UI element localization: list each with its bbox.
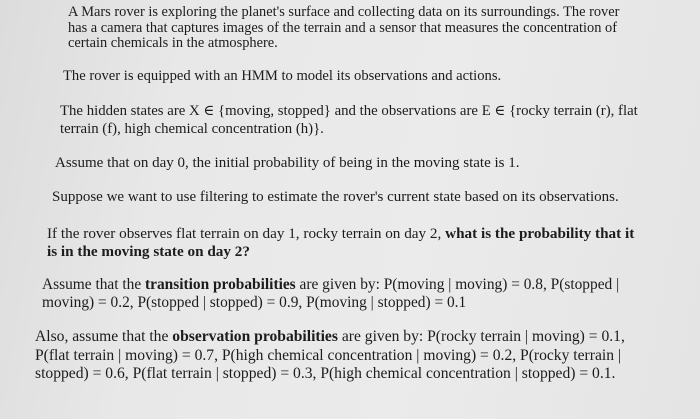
paragraph-transition-probabilities — [42, 276, 619, 312]
text-span: Also, assume that the — [35, 328, 173, 345]
question-text: If the rover observes flat terrain on day 1, rocky terrain on day 2, — [47, 225, 446, 242]
text-line: stopped) = 0.6, P(flat terrain | stopped) = 0.3, P(high chemical concentration | stopped) = 0.1. — [35, 365, 616, 382]
text-span: are given by: P(rocky terrain | moving) = 0.1, — [337, 328, 625, 345]
paragraph-hmm — [63, 68, 501, 85]
text-line — [47, 225, 634, 243]
text-line: moving) = 0.2, P(stopped | stopped) = 0.9, P(moving | stopped) = 0.1 — [42, 294, 467, 311]
text-line: has a camera that captures images of the terrain and a sensor that measures the concentration of — [68, 19, 618, 36]
paragraph-states-observations — [60, 103, 638, 138]
paragraph-observation-probabilities — [35, 328, 625, 384]
text-line: The hidden states are X ∈ {moving, stopped} and the observations are E ∈ {rocky terrain (r), flat — [60, 103, 638, 119]
text-line — [42, 276, 619, 294]
text-line — [35, 328, 625, 347]
text-line: P(flat terrain | moving) = 0.7, P(high chemical concentration | moving) = 0.2, P(rocky terrain | — [35, 346, 622, 364]
paragraph-rover-description — [68, 5, 619, 52]
paragraph-filtering — [52, 189, 619, 206]
text-line: Suppose we want to use filtering to estimate the rover's current state based on its observations. — [52, 189, 619, 205]
text-span: Assume that the — [42, 276, 146, 293]
text-line: Assume that on day 0, the initial probability of being in the moving state is 1. — [55, 155, 520, 171]
text-line: The rover is equipped with an HMM to model its observations and actions. — [63, 68, 502, 84]
observation-probabilities-term: observation probabilities — [172, 328, 338, 345]
question-emphasis: what is the probability that it — [445, 225, 635, 242]
paragraph-initial-probability — [55, 155, 520, 172]
transition-probabilities-term: transition probabilities — [145, 276, 296, 293]
text-span: are given by: P(moving | moving) = 0.8, P(stopped | — [295, 276, 620, 293]
text-line: terrain (f), high chemical concentration (h)}. — [60, 120, 324, 137]
text-line: A Mars rover is exploring the planet's surface and collecting data on its surroundings. The rover — [68, 4, 620, 20]
paragraph-question — [47, 225, 634, 261]
question-emphasis: is in the moving state on day 2? — [47, 243, 250, 260]
text-line: certain chemicals in the atmosphere. — [68, 35, 278, 51]
